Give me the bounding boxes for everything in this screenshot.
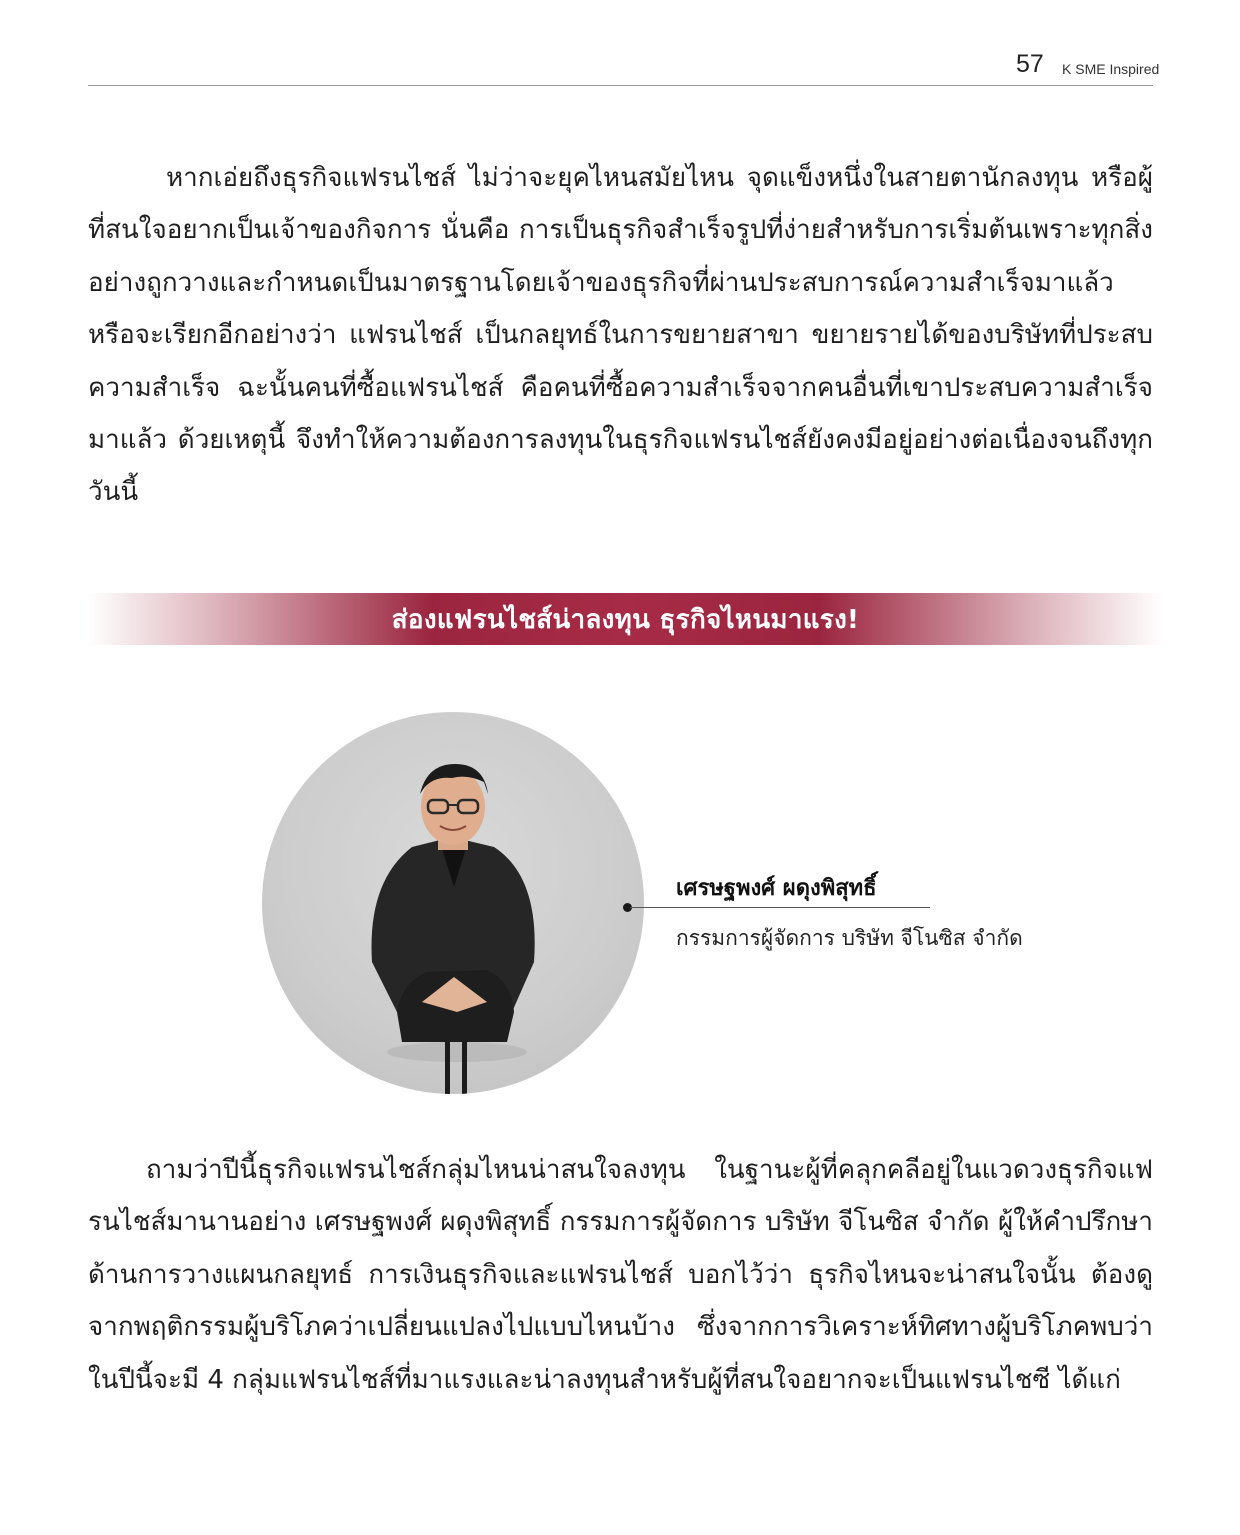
section-banner [88, 593, 1163, 645]
page-number: 57 [1016, 50, 1044, 78]
person-name: เศรษฐพงศ์ ผดุงพิสุทธิ์ [676, 876, 877, 901]
portrait-photo [262, 712, 644, 1094]
pointer-line [630, 907, 930, 908]
publication-name: K SME Inspired [1062, 61, 1160, 77]
body-paragraph: ถามว่าปีนี้ธุรกิจแฟรนไชส์กลุ่มไหนน่าสนใจลงทุน ในฐานะผู้ที่คลุกคลีอยู่ในแวดวงธุรกิจแฟรนไชส์มานานอย่าง เศรษฐพงศ์ ผดุงพิสุทธิ์ กรรมการผู้จัดการ บริษัท จีโนซิส จำกัด ผู้ให้คำปรึกษาด้านการวางแผนกลยุทธ์ การเงินธุรกิจและแฟรนไชส์ บอกไว้ว่า ธุรกิจไหนจะน่าสนใจนั้น ต้องดูจากพฤติกรรมผู้บริโภคว่าเปลี่ยนแปลงไปแบบไหนบ้าง ซึ่งจากการวิเคราะห์ทิศทางผู้บริโภคพบว่า ในปีนี้จะมี 4 กลุ่มแฟรนไชส์ที่มาแรงและน่าลงทุนสำหรับผู้ที่สนใจอยากจะเป็นแฟรนไชซี ได้แก่ [88, 1155, 1153, 1395]
section-heading: ส่องแฟรนไชส์น่าลงทุน ธุรกิจไหนมาแรง! [391, 604, 860, 635]
intro-paragraph: หากเอ่ยถึงธุรกิจแฟรนไชส์ ไม่ว่าจะยุคไหนสมัยไหน จุดแข็งหนึ่งในสายตานักลงทุน หรือผู้ที่สนใจอยากเป็นเจ้าของกิจการ นั่นคือ การเป็นธุรกิจสำเร็จรูปที่ง่ายสำหรับการเริ่มต้นเพราะทุกสิ่งอย่างถูกวางและกำหนดเป็นมาตรฐานโดยเจ้าของธุรกิจที่ผ่านประสบการณ์ความสำเร็จมาแล้ว หรือจะเรียกอีกอย่างว่า แฟรนไชส์ เป็นกลยุทธ์ในการขยายสาขา ขยายรายได้ของบริษัทที่ประสบความสำเร็จ ฉะนั้นคนที่ซื้อแฟรนไชส์ คือคนที่ซื้อความสำเร็จจากคนอื่นที่เขาประสบความสำเร็จมาแล้ว ด้วยเหตุนี้ จึงทำให้ความต้องการลงทุนในธุรกิจแฟรนไชส์ยังคงมีอยู่อย่างต่อเนื่องจนถึงทุกวันนี้ [88, 163, 1153, 508]
header-divider [88, 85, 1153, 86]
person-title: กรรมการผู้จัดการ บริษัท จีโนซิส จำกัด [676, 926, 1023, 950]
